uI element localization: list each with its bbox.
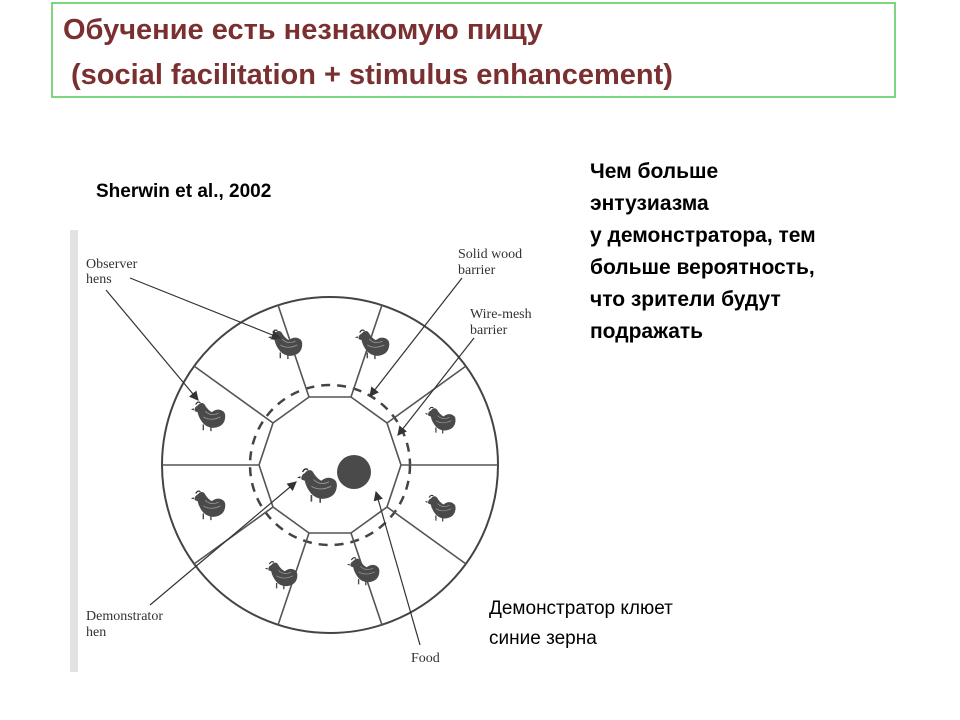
note-line: больше вероятность, — [590, 256, 815, 279]
observer-hen-icon — [347, 558, 380, 586]
pen-dividers — [162, 305, 498, 625]
label-demo-2: hen — [86, 625, 107, 640]
label-observer-1: Observer — [86, 257, 138, 272]
demonstrator-note — [489, 594, 673, 654]
arena-figure — [70, 230, 532, 672]
note-line: подражать — [590, 320, 704, 343]
note-line: энтузиазма — [590, 192, 709, 215]
food-bowl-icon — [337, 455, 371, 489]
observer-hen-icon — [268, 330, 302, 359]
title-line-1: Обучение есть незнакомую пищу — [63, 14, 543, 46]
demonstrator-hen-icon — [297, 469, 337, 503]
citation: Sherwin et al., 2002 — [96, 181, 272, 202]
arena-diagram — [70, 230, 532, 672]
enthusiasm-note — [590, 156, 816, 348]
observer-hen-icon — [191, 402, 225, 431]
label-solid-2: barrier — [458, 263, 496, 278]
label-wire-2: barrier — [470, 323, 508, 338]
note-line: что зрители будут — [590, 288, 781, 311]
observer-hen-icon — [425, 495, 456, 521]
page-edge — [70, 230, 78, 672]
wire-mesh-ring — [250, 385, 410, 545]
label-demo-1: Demonstrator — [86, 609, 163, 624]
observer-hen-icon — [191, 491, 225, 520]
observer-hen-icon — [265, 562, 298, 590]
title-box — [51, 2, 896, 98]
title-line-2: (social facilitation + stimulus enhancement) — [71, 59, 673, 91]
note-line: Чем больше — [590, 160, 719, 183]
demo-note-line: Демонстратор клюет — [489, 598, 673, 619]
label-food: Food — [411, 651, 440, 666]
inner-enclosure — [259, 397, 401, 533]
label-observer-2: hens — [86, 272, 112, 287]
label-solid-1: Solid wood — [458, 247, 523, 262]
note-line: у демонстратора, тем — [590, 224, 816, 247]
demo-note-line: синие зерна — [489, 628, 597, 649]
observer-hen-icon — [425, 407, 456, 433]
label-wire-1: Wire-mesh — [470, 307, 532, 322]
